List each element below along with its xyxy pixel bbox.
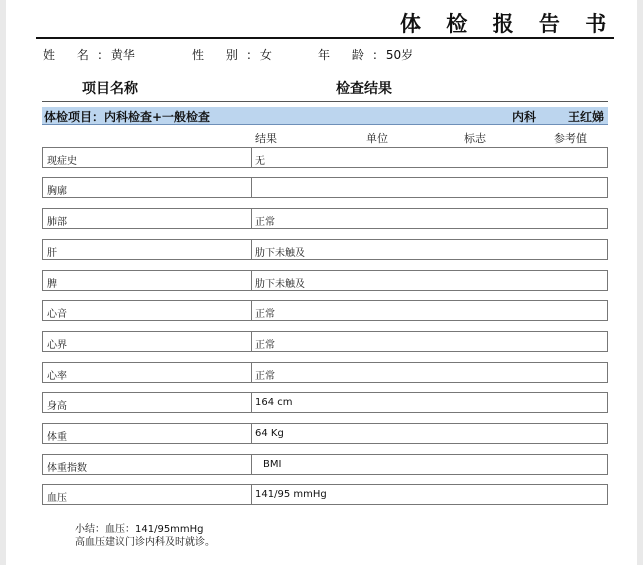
- row-value: BMI: [263, 459, 282, 470]
- summary: [75, 523, 215, 549]
- age-label: 年 龄:: [318, 48, 386, 62]
- section-doctor: 王红娣: [568, 110, 605, 124]
- table-row: [42, 147, 608, 168]
- table-row: [42, 300, 608, 321]
- patient-age: [318, 46, 413, 63]
- row-name: 肝: [47, 248, 57, 259]
- row-divider: [251, 455, 252, 474]
- report-title: 体 检 报 告 书: [400, 11, 616, 36]
- row-divider: [251, 271, 252, 290]
- row-value: 正常: [255, 371, 275, 382]
- row-divider: [251, 301, 252, 320]
- header-reference: 参考值: [554, 132, 587, 145]
- section-title: 体检项目：内科检查+一般检查: [44, 110, 211, 124]
- report-page: [6, 0, 637, 565]
- row-divider: [251, 332, 252, 351]
- row-name: 体重: [47, 432, 67, 443]
- row-name: 肺部: [47, 217, 67, 228]
- title-rule: [36, 37, 614, 39]
- row-divider: [251, 363, 252, 382]
- row-name: 心音: [47, 309, 67, 320]
- row-value: 141/95 mmHg: [255, 489, 327, 500]
- item-column-heading: 项目名称: [82, 81, 138, 97]
- row-divider: [251, 240, 252, 259]
- patient-name: [43, 46, 135, 63]
- row-value: 164 cm: [255, 397, 293, 408]
- row-name: 血压: [47, 493, 67, 504]
- row-name: 现症史: [47, 156, 77, 167]
- row-name: 心界: [47, 340, 67, 351]
- section-rule: [42, 101, 608, 102]
- row-value: 64 Kg: [255, 428, 284, 439]
- name-value: 黄华: [110, 48, 135, 62]
- table-row: [42, 392, 608, 413]
- header-flag: 标志: [464, 132, 486, 145]
- row-name: 胸廓: [47, 186, 67, 197]
- table-row: [42, 423, 608, 444]
- row-value: 正常: [255, 217, 275, 228]
- row-name: 心率: [47, 371, 67, 382]
- header-unit: 单位: [366, 132, 388, 145]
- table-row: [42, 239, 608, 260]
- row-divider: [251, 209, 252, 228]
- row-divider: [251, 485, 252, 504]
- patient-gender: [192, 46, 272, 63]
- table-row: [42, 454, 608, 475]
- name-label: 姓 名:: [43, 48, 111, 62]
- section-department: 内科: [512, 110, 537, 124]
- section-band: [42, 107, 608, 125]
- row-value: 无: [255, 156, 265, 167]
- table-row: [42, 177, 608, 198]
- table-row: [42, 270, 608, 291]
- row-name: 体重指数: [47, 463, 87, 474]
- table-row: [42, 208, 608, 229]
- table-row: [42, 484, 608, 505]
- row-value: 肋下未触及: [255, 248, 305, 259]
- summary-line-2: 高血压建议门诊内科及时就诊。: [75, 537, 215, 548]
- row-value: 肋下未触及: [255, 279, 305, 290]
- table-row: [42, 331, 608, 352]
- summary-line-1: 小结：血压：141/95mmHg: [75, 524, 204, 535]
- header-result: 结果: [255, 132, 277, 145]
- row-divider: [251, 424, 252, 443]
- gender-label: 性 别:: [192, 48, 260, 62]
- row-divider: [251, 178, 252, 197]
- row-divider: [251, 393, 252, 412]
- row-divider: [251, 148, 252, 167]
- row-value: 正常: [255, 340, 275, 351]
- row-value: 正常: [255, 309, 275, 320]
- row-name: 脾: [47, 279, 57, 290]
- age-value: 50岁: [385, 48, 414, 62]
- row-name: 身高: [47, 401, 67, 412]
- result-column-heading: 检查结果: [336, 81, 392, 97]
- gender-value: 女: [259, 48, 272, 62]
- table-row: [42, 362, 608, 383]
